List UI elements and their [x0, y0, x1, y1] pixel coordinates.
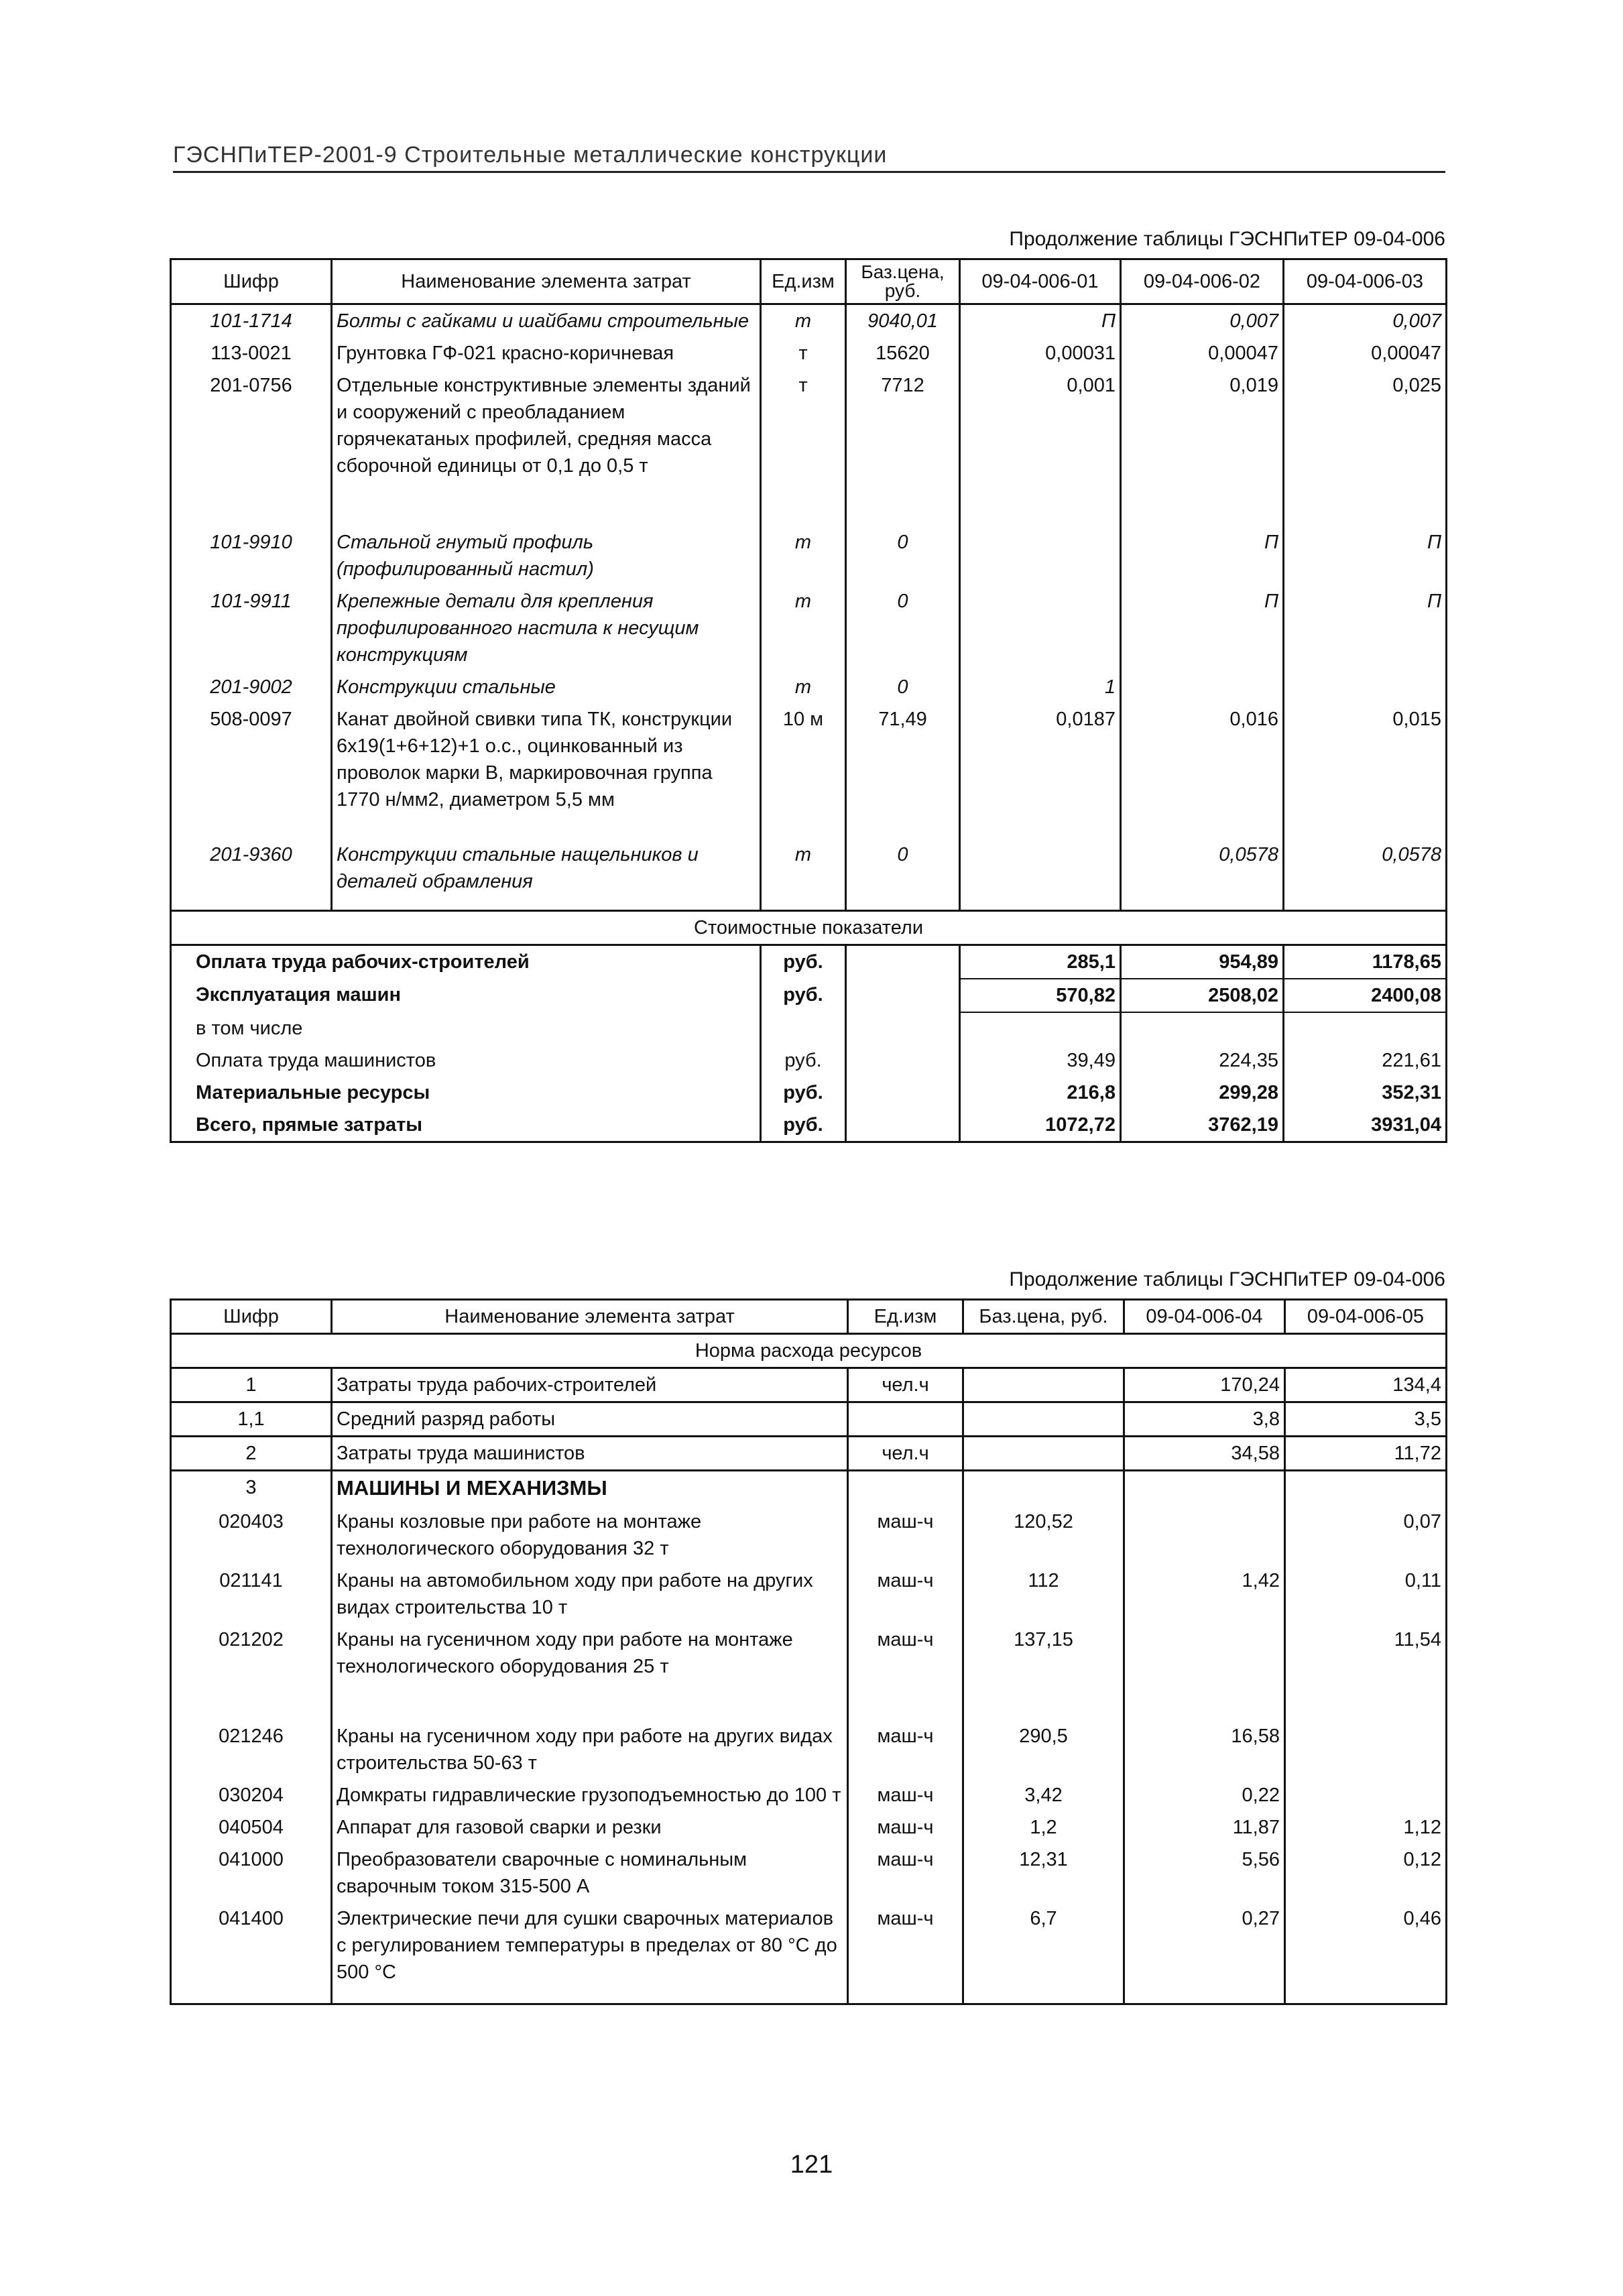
col-header: Наименование элемента затрат [332, 1300, 848, 1334]
name-cell: Стальной гнутый профиль (профилированный настил) [332, 526, 761, 585]
cost-row [171, 1109, 1447, 1142]
unit-cell: т [761, 839, 846, 898]
value-cell [960, 1012, 1121, 1044]
code-cell: 3 [171, 1471, 332, 1506]
value-cell [1121, 1012, 1284, 1044]
value-cell: 1072,72 [960, 1109, 1121, 1142]
unit-cell [848, 1402, 963, 1437]
value-cell: 0,27 [1124, 1902, 1285, 1988]
value-cell: 0,016 [1121, 703, 1284, 816]
code-cell: 020403 [171, 1506, 332, 1565]
price-cell: 0 [846, 671, 960, 703]
value-cell: 954,89 [1121, 945, 1284, 979]
value-cell: 0,0187 [960, 703, 1121, 816]
value-cell: 1,12 [1285, 1811, 1447, 1844]
value-cell [1124, 1624, 1285, 1683]
table-row [171, 585, 1447, 671]
value-cell: 0,015 [1284, 703, 1447, 816]
unit-cell: т [761, 369, 846, 482]
unit-cell: маш-ч [848, 1811, 963, 1844]
name-cell: Конструкции стальные [332, 671, 761, 703]
col-header: Ед.изм [848, 1300, 963, 1334]
unit-cell: руб. [761, 1077, 846, 1109]
value-cell [1124, 1506, 1285, 1565]
value-cell: 0,00031 [960, 337, 1121, 369]
value-cell: 3762,19 [1121, 1109, 1284, 1142]
cost-row [171, 945, 1447, 979]
name-cell: Средний разряд работы [332, 1402, 848, 1437]
value-cell: 1178,65 [1284, 945, 1447, 979]
value-cell [1284, 1012, 1447, 1044]
code-cell: 201-9360 [171, 839, 332, 898]
table-row [171, 337, 1447, 369]
value-cell: П [1121, 585, 1284, 671]
price-cell: 112 [963, 1565, 1124, 1624]
code-cell: 041400 [171, 1902, 332, 1988]
value-cell [1285, 1779, 1447, 1811]
value-cell: 11,72 [1285, 1437, 1447, 1471]
unit-cell: маш-ч [848, 1779, 963, 1811]
col-header: 09-04-006-01 [960, 259, 1121, 304]
machine-row [171, 1811, 1447, 1844]
name-cell: Конструкции стальные нащельников и деталей обрамления [332, 839, 761, 898]
machine-row [171, 1779, 1447, 1811]
machine-row [171, 1506, 1447, 1565]
value-cell: 299,28 [1121, 1077, 1284, 1109]
col-header: Шифр [171, 259, 332, 304]
name-cell: Краны козловые при работе на монтаже технологического оборудования 32 т [332, 1506, 848, 1565]
code-cell: 021246 [171, 1720, 332, 1779]
value-cell: 2508,02 [1121, 979, 1284, 1012]
code-cell: 030204 [171, 1779, 332, 1811]
unit-cell: маш-ч [848, 1720, 963, 1779]
value-cell: 170,24 [1124, 1368, 1285, 1402]
value-cell: 0,00047 [1284, 337, 1447, 369]
cost-row [171, 1044, 1447, 1077]
value-cell: 0,46 [1285, 1902, 1447, 1988]
unit-cell: руб. [761, 945, 846, 979]
price-cell: 290,5 [963, 1720, 1124, 1779]
value-cell: 11,87 [1124, 1811, 1285, 1844]
col-header: 09-04-006-05 [1285, 1300, 1447, 1334]
unit-cell [761, 1012, 846, 1044]
col-header: Наименование элемента затрат [332, 259, 761, 304]
norm-title: Норма расхода ресурсов [171, 1334, 1447, 1368]
value-cell: 221,61 [1284, 1044, 1447, 1077]
cost-row [171, 1012, 1447, 1044]
spacer-row [171, 816, 1447, 839]
value-cell: 1 [960, 671, 1121, 703]
value-cell [1285, 1720, 1447, 1779]
price-cell: 12,31 [963, 1844, 1124, 1902]
value-cell: П [1284, 526, 1447, 585]
cost-name: Материальные ресурсы [171, 1077, 761, 1109]
table-row [171, 526, 1447, 585]
name-cell: Грунтовка ГФ-021 красно-коричневая [332, 337, 761, 369]
value-cell: 0,0578 [1121, 839, 1284, 898]
value-cell: 285,1 [960, 945, 1121, 979]
cost-row [171, 979, 1447, 1012]
value-cell: 352,31 [1284, 1077, 1447, 1109]
unit-cell: т [761, 337, 846, 369]
value-cell: 3,8 [1124, 1402, 1285, 1437]
spacer-row [171, 1988, 1447, 2004]
code-cell: 1 [171, 1368, 332, 1402]
name-cell: Краны на гусеничном ходу при работе на других видах строительства 50-63 т [332, 1720, 848, 1779]
code-cell: 021141 [171, 1565, 332, 1624]
cost-name: Всего, прямые затраты [171, 1109, 761, 1142]
unit-cell: маш-ч [848, 1624, 963, 1683]
name-cell: Краны на автомобильном ходу при работе на других видах строительства 10 т [332, 1565, 848, 1624]
code-cell: 508-0097 [171, 703, 332, 816]
value-cell: 0,007 [1121, 304, 1284, 338]
code-cell: 040504 [171, 1811, 332, 1844]
value-cell: 0,001 [960, 369, 1121, 482]
resource-table-1 [170, 258, 1447, 1143]
value-cell: 134,4 [1285, 1368, 1447, 1402]
unit-cell: 10 м [761, 703, 846, 816]
name-cell: Домкраты гидравлические грузоподъемностью до 100 т [332, 1779, 848, 1811]
machine-row [171, 1624, 1447, 1683]
table2-header-row [171, 1300, 1447, 1334]
price-cell: 71,49 [846, 703, 960, 816]
price-cell [963, 1437, 1124, 1471]
price-cell: 6,7 [963, 1902, 1124, 1988]
machine-row [171, 1902, 1447, 1988]
page-header: ГЭСНПиТЕР-2001-9 Строительные металлические конструкции [173, 142, 1445, 173]
value-cell: 34,58 [1124, 1437, 1285, 1471]
code-cell: 021202 [171, 1624, 332, 1683]
col-header: 09-04-006-02 [1121, 259, 1284, 304]
value-cell: 0,00047 [1121, 337, 1284, 369]
value-cell: 5,56 [1124, 1844, 1285, 1902]
price-cell: 15620 [846, 337, 960, 369]
code-cell: 101-9910 [171, 526, 332, 585]
unit-cell: маш-ч [848, 1902, 963, 1988]
name-cell: Крепежные детали для крепления профилированного настила к несущим конструкциям [332, 585, 761, 671]
value-cell: 0,12 [1285, 1844, 1447, 1902]
value-cell: 0,025 [1284, 369, 1447, 482]
value-cell: 224,35 [1121, 1044, 1284, 1077]
value-cell: П [1284, 585, 1447, 671]
value-cell: 0,019 [1121, 369, 1284, 482]
name-cell: Затраты труда рабочих-строителей [332, 1368, 848, 1402]
col-header: 09-04-006-04 [1124, 1300, 1285, 1334]
name-cell: Затраты труда машинистов [332, 1437, 848, 1471]
value-cell: 16,58 [1124, 1720, 1285, 1779]
col-header: Шифр [171, 1300, 332, 1334]
unit-cell: т [761, 304, 846, 338]
cost-name: в том числе [171, 1012, 761, 1044]
name-cell: Преобразователи сварочные с номинальным сварочным током 315-500 А [332, 1844, 848, 1902]
unit-cell: руб. [761, 979, 846, 1012]
cost-row [171, 1077, 1447, 1109]
value-cell [960, 526, 1121, 585]
unit-cell: т [761, 671, 846, 703]
code-cell: 201-0756 [171, 369, 332, 482]
value-cell: П [1121, 526, 1284, 585]
value-cell [960, 585, 1121, 671]
code-cell: 041000 [171, 1844, 332, 1902]
value-cell [960, 839, 1121, 898]
value-cell: 0,11 [1285, 1565, 1447, 1624]
value-cell: 0,07 [1285, 1506, 1447, 1565]
code-cell: 101-1714 [171, 304, 332, 338]
table1-caption: Продолжение таблицы ГЭСНПиТЕР 09-04-006 [1009, 228, 1445, 250]
cost-name: Оплата труда рабочих-строителей [171, 945, 761, 979]
spacer-row [171, 898, 1447, 911]
col-header: Ед.изм [761, 259, 846, 304]
table-row [171, 703, 1447, 816]
value-cell: 1,42 [1124, 1565, 1285, 1624]
unit-cell: руб. [761, 1044, 846, 1077]
col-header: 09-04-006-03 [1284, 259, 1447, 304]
machines-heading-row [171, 1471, 1447, 1506]
price-cell: 0 [846, 839, 960, 898]
table-row [171, 304, 1447, 338]
value-cell: 3,5 [1285, 1402, 1447, 1437]
value-cell: 11,54 [1285, 1624, 1447, 1683]
price-cell: 120,52 [963, 1506, 1124, 1565]
unit-cell: маш-ч [848, 1506, 963, 1565]
code-cell: 201-9002 [171, 671, 332, 703]
name-cell: Болты с гайками и шайбами строительные [332, 304, 761, 338]
value-cell: 216,8 [960, 1077, 1121, 1109]
unit-cell: чел.ч [848, 1437, 963, 1471]
price-cell: 7712 [846, 369, 960, 482]
section-title: МАШИНЫ И МЕХАНИЗМЫ [332, 1471, 848, 1506]
table1-header-row [171, 259, 1447, 304]
col-header: Баз.цена, руб. [963, 1300, 1124, 1334]
cost-name: Оплата труда машинистов [171, 1044, 761, 1077]
cost-title: Стоимостные показатели [171, 911, 1447, 945]
code-cell: 113-0021 [171, 337, 332, 369]
name-cell: Краны на гусеничном ходу при работе на монтаже технологического оборудования 25 т [332, 1624, 848, 1683]
code-cell: 1,1 [171, 1402, 332, 1437]
table-row [171, 839, 1447, 898]
resource-table-2 [170, 1298, 1447, 2005]
col-header: Баз.цена, руб. [846, 259, 960, 304]
price-cell [963, 1368, 1124, 1402]
value-cell: 0,0578 [1284, 839, 1447, 898]
unit-cell: чел.ч [848, 1368, 963, 1402]
unit-cell: т [761, 585, 846, 671]
name-cell: Электрические печи для сушки сварочных материалов с регулированием температуры в пределах от 80 °С до 500 °С [332, 1902, 848, 1988]
labor-row [171, 1368, 1447, 1402]
spacer-row [171, 1683, 1447, 1720]
machine-row [171, 1720, 1447, 1779]
price-cell: 0 [846, 526, 960, 585]
labor-row [171, 1402, 1447, 1437]
price-cell: 1,2 [963, 1811, 1124, 1844]
code-cell: 101-9911 [171, 585, 332, 671]
code-cell: 2 [171, 1437, 332, 1471]
table-row [171, 369, 1447, 482]
unit-cell: маш-ч [848, 1565, 963, 1624]
cost-title-row [171, 911, 1447, 945]
price-cell: 9040,01 [846, 304, 960, 338]
cost-name: Эксплуатация машин [171, 979, 761, 1012]
name-cell: Аппарат для газовой сварки и резки [332, 1811, 848, 1844]
unit-cell: маш-ч [848, 1844, 963, 1902]
machine-row [171, 1844, 1447, 1902]
unit-cell: руб. [761, 1109, 846, 1142]
table2-caption: Продолжение таблицы ГЭСНПиТЕР 09-04-006 [1009, 1268, 1445, 1290]
value-cell: 0,22 [1124, 1779, 1285, 1811]
labor-row [171, 1437, 1447, 1471]
value-cell [1121, 671, 1284, 703]
spacer-row [171, 482, 1447, 526]
price-cell: 3,42 [963, 1779, 1124, 1811]
machine-row [171, 1565, 1447, 1624]
value-cell: 3931,04 [1284, 1109, 1447, 1142]
value-cell: 0,007 [1284, 304, 1447, 338]
name-cell: Отдельные конструктивные элементы зданий и сооружений с преобладанием горячекатаных профилей, средняя масса сборочной единицы от 0,1 до 0,5 т [332, 369, 761, 482]
price-cell: 0 [846, 585, 960, 671]
price-cell [963, 1402, 1124, 1437]
price-cell: 137,15 [963, 1624, 1124, 1683]
table-row [171, 671, 1447, 703]
name-cell: Канат двойной свивки типа ТК, конструкции 6х19(1+6+12)+1 о.с., оцинкованный из проволок марки В, маркировочная группа 1770 н/мм2, диаметром 5,5 мм [332, 703, 761, 816]
page-number: 121 [790, 2151, 833, 2179]
value-cell: 570,82 [960, 979, 1121, 1012]
norm-title-row [171, 1334, 1447, 1368]
value-cell: 2400,08 [1284, 979, 1447, 1012]
value-cell: П [960, 304, 1121, 338]
value-cell [1284, 671, 1447, 703]
value-cell: 39,49 [960, 1044, 1121, 1077]
unit-cell: т [761, 526, 846, 585]
